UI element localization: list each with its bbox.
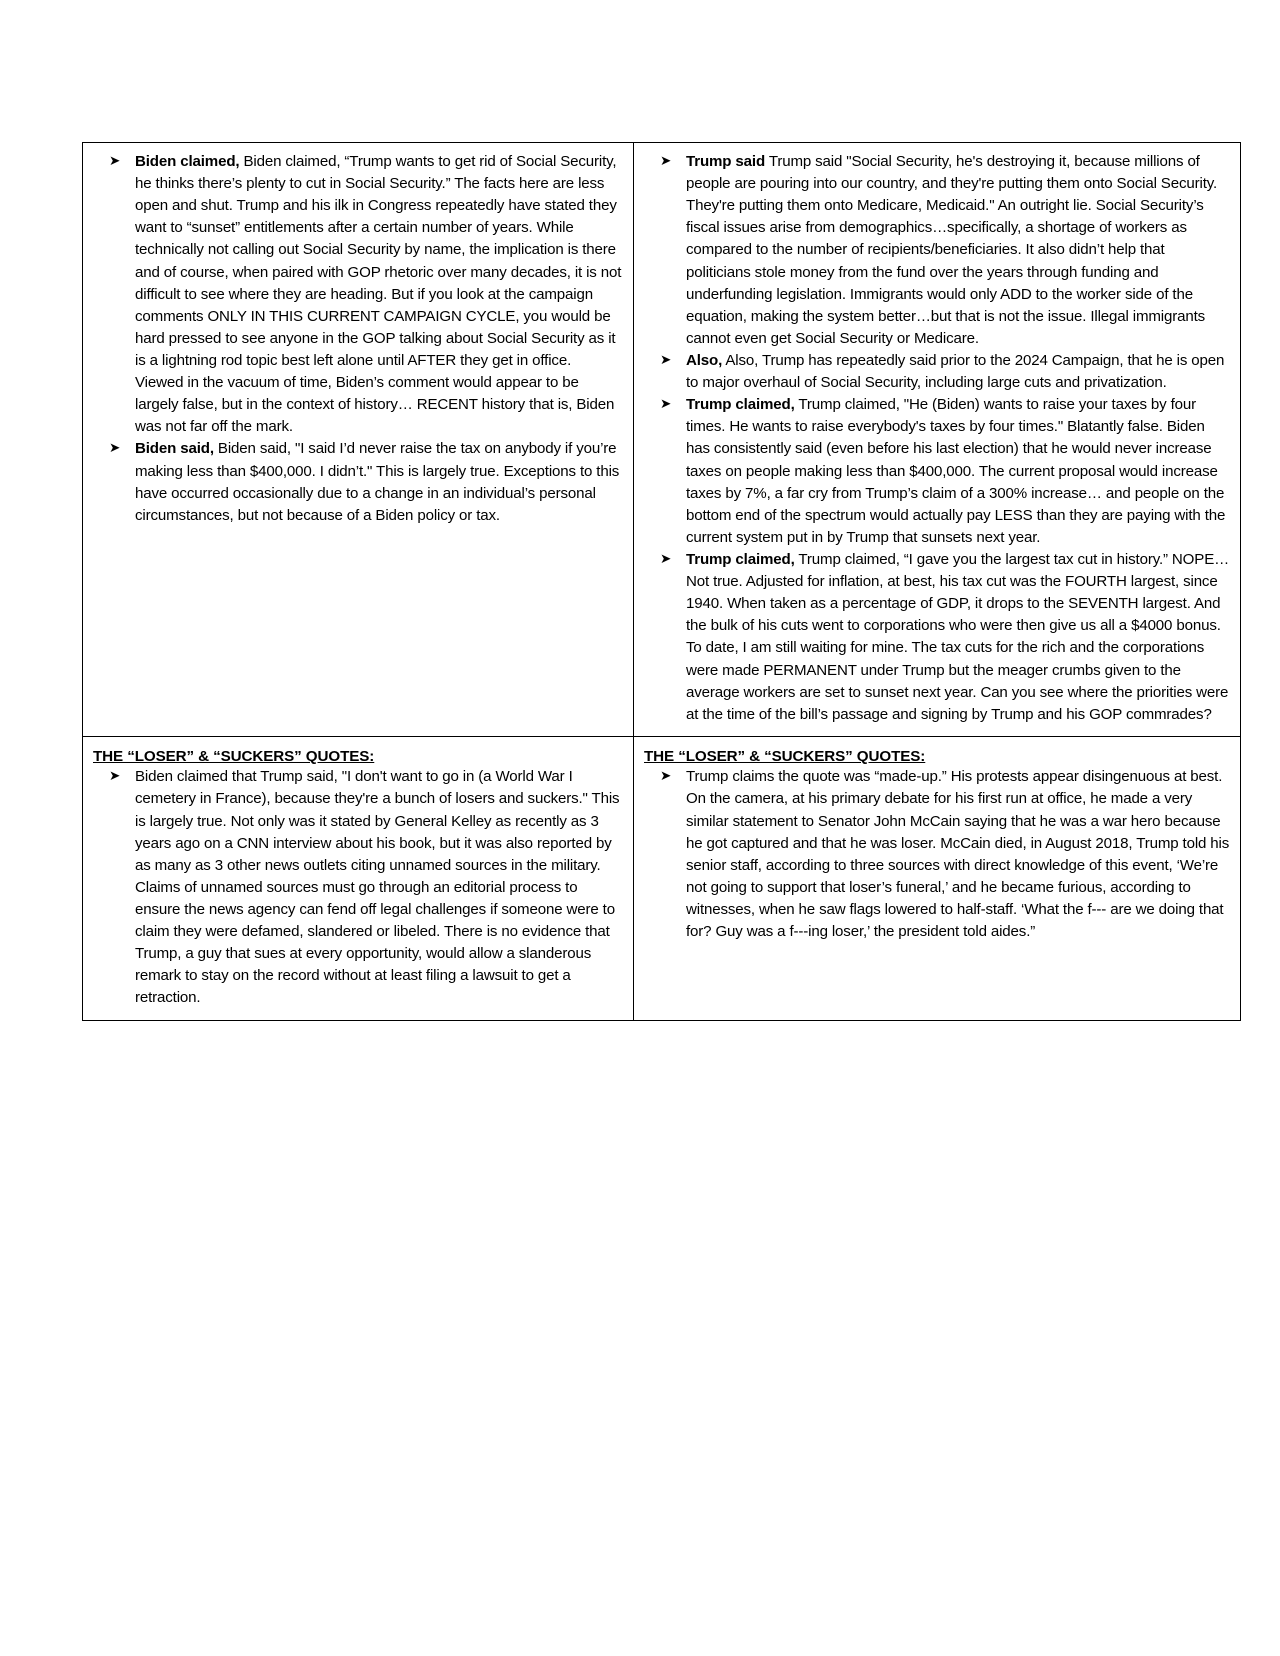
- arrow-bullet-icon: ➤: [660, 550, 672, 566]
- bullet-list-trump-social-security: [644, 151, 1230, 726]
- arrow-bullet-icon: ➤: [109, 153, 121, 168]
- table-row: [83, 736, 1241, 1020]
- section-heading-left: THE “LOSER” & “SUCKERS” QUOTES:: [93, 747, 375, 765]
- list-item-text: [686, 153, 1217, 347]
- bullet-list-biden-social-security: [93, 151, 623, 527]
- list-item: [644, 394, 1230, 549]
- list-item-text: [135, 440, 619, 523]
- table-cell-trump-claims: [634, 143, 1241, 737]
- arrow-bullet-icon: ➤: [109, 768, 121, 784]
- lead-phrase: Biden said,: [135, 440, 214, 458]
- lead-phrase: Trump claimed,: [686, 550, 795, 568]
- list-item: [93, 151, 623, 438]
- lead-phrase: Trump claimed,: [686, 396, 795, 414]
- body-text: Biden claimed, “Trump wants to get rid of Social Security, he thinks there’s plenty to cut in Social Security.” The facts here are less open and shut. Trump and his ilk in Congress repeatedly have stated they want to “sunset” entitlements after a certain number of years. While technically not calling out Social Security by name, the implication is there and of course, when paired with GOP rhetoric over many decades, it is not difficult to see where they are heading. But if you look at the campaign comments ONLY IN THIS CURRENT CAMPAIGN CYCLE, you would be hard pressed to see anyone in the GOP talking about Social Security as it is a lightning rod topic best left alone until AFTER they get in office. Viewed in the vacuum of time, Biden’s comment would appear to be largely false, but in the context of history… RECENT history that is, Biden was not far off the mark.: [135, 153, 622, 436]
- fact-check-table: [82, 142, 1241, 1021]
- list-item-text: [686, 352, 1224, 391]
- bullet-list-biden-loser-quotes: [93, 766, 623, 1009]
- table-row: [83, 143, 1241, 737]
- list-item: [93, 766, 623, 1009]
- body-text: Biden said, "I said I’d never raise the tax on anybody if you’re making less than $400,000. I didn’t." This is largely true. Exceptions to this have occurred occasionally due to a change in an individual’s personal circumstances, but not because of a Biden policy or tax.: [135, 440, 620, 524]
- body-text: Biden claimed that Trump said, "I don't want to go in (a World War I cemetery in France), because they're a bunch of losers and suckers." This is largely true. Not only was it stated by General Kelley as recently as 3 years ago on a CNN interview about his book, but it was also reported by as many as 3 other news outlets citing unnamed sources in the military. Claims of unnamed sources must go through an editorial process to ensure the news agency can fend off legal challenges if someone were to claim they were defamed, slandered or libeled. There is no evidence that Trump, a guy that sues at every opportunity, would allow a slanderous remark to stay on the record without at least filing a lawsuit to get a retraction.: [135, 768, 620, 1007]
- lead-phrase: Also,: [686, 351, 723, 369]
- section-heading-right: THE “LOSER” & “SUCKERS” QUOTES:: [644, 747, 926, 765]
- body-text: Also, Trump has repeatedly said prior to the 2024 Campaign, that he is open to major overhaul of Social Security, including large cuts and privatization.: [686, 351, 1225, 392]
- list-item-text: [686, 551, 1229, 723]
- body-text: Trump said "Social Security, he's destroying it, because millions of people are pouring into our country, and they're putting them onto Social Security. They're putting them onto Medicare, Medicaid." An outright lie. Social Security’s fiscal issues arise from demographics…specifically, a shortage of workers as compared to the number of recipients/beneficiaries. It also didn’t help that politicians stole money from the fund over the years through funding and underfunding legislation. Immigrants would only ADD to the worker side of the equation, making the system better…but that is not the issue. Illegal immigrants cannot even get Social Security or Medicare.: [686, 153, 1218, 347]
- arrow-bullet-icon: ➤: [660, 351, 672, 367]
- list-item-text: [135, 153, 621, 435]
- arrow-bullet-icon: ➤: [660, 396, 672, 412]
- list-item: [644, 350, 1230, 394]
- list-item: [644, 766, 1230, 943]
- body-text: Trump claimed, "He (Biden) wants to raise your taxes by four times. He wants to raise everybody's taxes by four times." Blatantly false. Biden has consistently said (even before his last election) that he would never increase taxes on people making less than $400,000. The current proposal would increase taxes by 7%, a far cry from Trump’s claim of a 300% increase… and people on the bottom end of the spectrum would actually pay LESS than they are paying with the current system put in by Trump that sunsets next year.: [686, 396, 1226, 546]
- body-text: Trump claimed, “I gave you the largest tax cut in history.” NOPE…Not true. Adjusted for inflation, at best, his tax cut was the FOURTH largest, since 1940. When taken as a percentage of GDP, it drops to the SEVENTH largest. And the bulk of his cuts went to corporations who were then give us all a $4000 bonus. To date, I am still waiting for mine. The tax cuts for the rich and the corporations were made PERMANENT under Trump but the meager crumbs given to the average workers are set to sunset next year. Can you see where the priorities were at the time of the bill’s passage and signing by Trump and his GOP commrades?: [686, 550, 1230, 723]
- list-item: [644, 549, 1230, 726]
- table-cell-biden-claims: [83, 143, 634, 737]
- body-text: Trump claims the quote was “made-up.” His protests appear disingenuous at best. On the camera, at his primary debate for his first run at office, he made a very similar statement to Senator John McCain saying that he was a war hero because he got captured and that he was loser. McCain died, in August 2018, Trump told his senior staff, according to three sources with direct knowledge of this event, ‘We’re not going to support that loser’s funeral,’ and he became furious, according to witnesses, when he saw flags lowered to half-staff. ‘What the f--- are we doing that for? Guy was a f---ing loser,’ the president told aides.”: [686, 768, 1230, 941]
- list-item: [93, 438, 623, 526]
- arrow-bullet-icon: ➤: [660, 153, 672, 168]
- bullet-list-trump-loser-quotes: [644, 766, 1230, 943]
- lead-phrase: Biden claimed,: [135, 153, 240, 170]
- list-item: [644, 151, 1230, 350]
- arrow-bullet-icon: ➤: [109, 440, 121, 456]
- lead-phrase: Trump said: [686, 153, 766, 170]
- table-cell-loser-suckers-left: [83, 736, 634, 1020]
- table-cell-loser-suckers-right: [634, 736, 1241, 1020]
- list-item-text: [686, 396, 1225, 546]
- arrow-bullet-icon: ➤: [660, 768, 672, 784]
